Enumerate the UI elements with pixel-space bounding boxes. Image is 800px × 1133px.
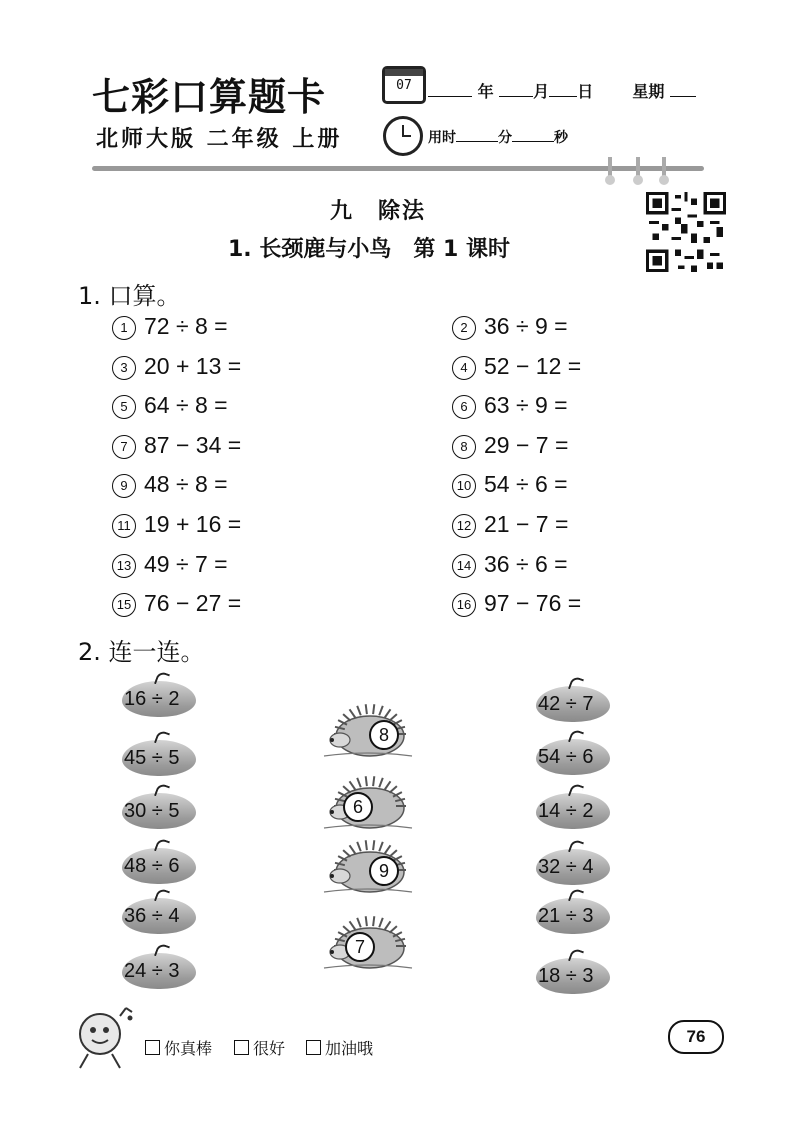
rating-label: 加油哦 [325,1039,374,1058]
problem-item [112,349,241,383]
stem-icon [568,728,584,745]
stem-icon [568,947,584,964]
problem-expression: 48 ÷ 8 = [144,471,228,498]
problem-item [112,467,228,501]
problem-number: 14 [452,554,476,578]
problem-number: 9 [112,474,136,498]
pin-icon [608,157,612,179]
problem-number: 6 [452,395,476,419]
year-blank[interactable] [428,82,472,97]
mascot-icon [70,1004,140,1070]
stem-icon [154,670,170,687]
problem-expression: 72 ÷ 8 = [144,313,228,339]
apple-expression: 14 ÷ 2 [538,800,594,822]
problem-number: 13 [112,554,136,578]
hedgehog-icon [322,836,414,896]
checkbox[interactable] [306,1040,321,1055]
apple-expression: 54 ÷ 6 [538,746,594,768]
problem-item [452,507,568,541]
problem-number: 7 [112,435,136,459]
apple-card[interactable] [122,848,196,884]
problem-number: 10 [452,474,476,498]
month-label: 月 [533,82,550,101]
hedgehog[interactable] [322,912,414,972]
apple-card[interactable] [536,898,610,934]
pin-icon [662,157,666,179]
problem-number: 15 [112,593,136,617]
apple-expression: 16 ÷ 2 [124,688,180,710]
problem-expression: 76 − 27 = [144,590,242,617]
problem-expression: 52 − 12 = [484,352,582,379]
problem-expression: 87 − 34 = [144,431,242,458]
second-blank[interactable] [512,127,554,142]
apple-card[interactable] [536,793,610,829]
stem-icon [568,782,584,799]
calendar-icon [382,66,426,104]
section2-heading: 2. 连一连。 [78,638,205,666]
rating-option[interactable] [234,1036,285,1059]
apple-expression: 18 ÷ 3 [538,965,594,987]
problem-expression: 64 ÷ 8 = [144,392,228,419]
page-number: 76 [668,1020,724,1054]
problem-item [452,467,568,501]
problem-number: 4 [452,356,476,380]
problem-item [452,309,568,343]
problem-expression: 63 ÷ 9 = [484,392,568,419]
stem-icon [154,887,170,904]
rating-label: 很好 [253,1039,286,1058]
apple-card[interactable] [536,849,610,885]
problem-item [452,349,581,383]
apple-card[interactable] [536,686,610,722]
hedgehog-number: 9 [369,856,399,886]
day-blank[interactable] [549,82,577,97]
problem-expression: 49 ÷ 7 = [144,550,228,577]
problem-item [452,428,568,462]
pin-icon [636,157,640,179]
brand-title: 七彩口算题卡 [92,74,327,119]
time-line [428,127,568,147]
problem-item [112,309,228,343]
weekday-blank[interactable] [670,82,696,97]
apple-card[interactable] [122,740,196,776]
stem-icon [154,942,170,959]
problem-number: 11 [112,514,136,538]
hedgehog[interactable] [322,836,414,896]
stem-icon [154,837,170,854]
apple-card[interactable] [122,898,196,934]
problem-expression: 36 ÷ 9 = [484,313,568,339]
problem-number: 8 [452,435,476,459]
lesson-title: 1. 长颈鹿与小鸟 第 1 课时 [228,237,510,262]
problem-number: 16 [452,593,476,617]
checkbox[interactable] [234,1040,249,1055]
stem-icon [568,838,584,855]
weekday-label: 星期 [632,82,665,101]
section1-heading: 1. 口算。 [78,282,181,310]
hedgehog-number: 7 [345,932,375,962]
problem-number: 3 [112,356,136,380]
apple-expression: 32 ÷ 4 [538,856,594,878]
problem-expression: 54 ÷ 6 = [484,471,568,498]
problem-expression: 20 + 13 = [144,352,242,379]
problem-item [112,428,241,462]
edition-label: 北师大版 二年级 上册 [96,127,343,152]
hedgehog[interactable] [322,700,414,760]
minute-blank[interactable] [456,127,498,142]
hedgehog-number: 8 [369,720,399,750]
problem-expression: 97 − 76 = [484,590,582,617]
stem-icon [154,782,170,799]
problem-item [112,547,228,581]
apple-expression: 30 ÷ 5 [124,800,180,822]
problem-number: 5 [112,395,136,419]
apple-expression: 48 ÷ 6 [124,855,180,877]
header-divider [92,166,704,171]
year-label: 年 [477,82,494,101]
rating-option[interactable] [145,1036,212,1059]
apple-card[interactable] [122,793,196,829]
problem-expression: 19 + 16 = [144,511,242,537]
problem-number: 2 [452,316,476,340]
rating-label: 你真棒 [164,1039,213,1058]
stem-icon [568,887,584,904]
qr-code-icon[interactable] [646,192,726,272]
day-label: 日 [577,82,594,101]
checkbox[interactable] [145,1040,160,1055]
time-used-label: 用时 [428,130,456,146]
month-blank[interactable] [499,82,533,97]
calendar-number: 07 [396,78,412,93]
problem-item [452,586,581,620]
problem-item [112,388,228,422]
second-label: 秒 [554,130,568,146]
apple-card[interactable] [536,958,610,994]
problem-expression: 29 − 7 = [484,431,569,458]
apple-card[interactable] [122,681,196,717]
problem-item [112,507,241,541]
clock-icon [383,116,423,156]
problem-number: 1 [112,316,136,340]
apple-expression: 42 ÷ 7 [538,693,594,715]
problem-expression: 21 − 7 = [484,511,569,537]
minute-label: 分 [498,130,512,146]
problem-item [452,547,568,581]
apple-expression: 24 ÷ 3 [124,960,180,982]
problem-item [452,388,568,422]
apple-card[interactable] [536,739,610,775]
stem-icon [568,675,584,692]
stem-icon [154,729,170,746]
apple-expression: 36 ÷ 4 [124,905,180,927]
hedgehog-icon [322,700,414,760]
problem-number: 12 [452,514,476,538]
apple-expression: 21 ÷ 3 [538,905,594,927]
rating-option[interactable] [306,1036,373,1059]
apple-expression: 45 ÷ 5 [124,747,180,769]
problem-item [112,586,241,620]
hedgehog-number: 6 [343,792,373,822]
apple-card[interactable] [122,953,196,989]
unit-title: 九 除法 [330,199,427,224]
problem-expression: 36 ÷ 6 = [484,550,568,577]
date-line [428,79,696,102]
hedgehog[interactable] [322,772,414,832]
